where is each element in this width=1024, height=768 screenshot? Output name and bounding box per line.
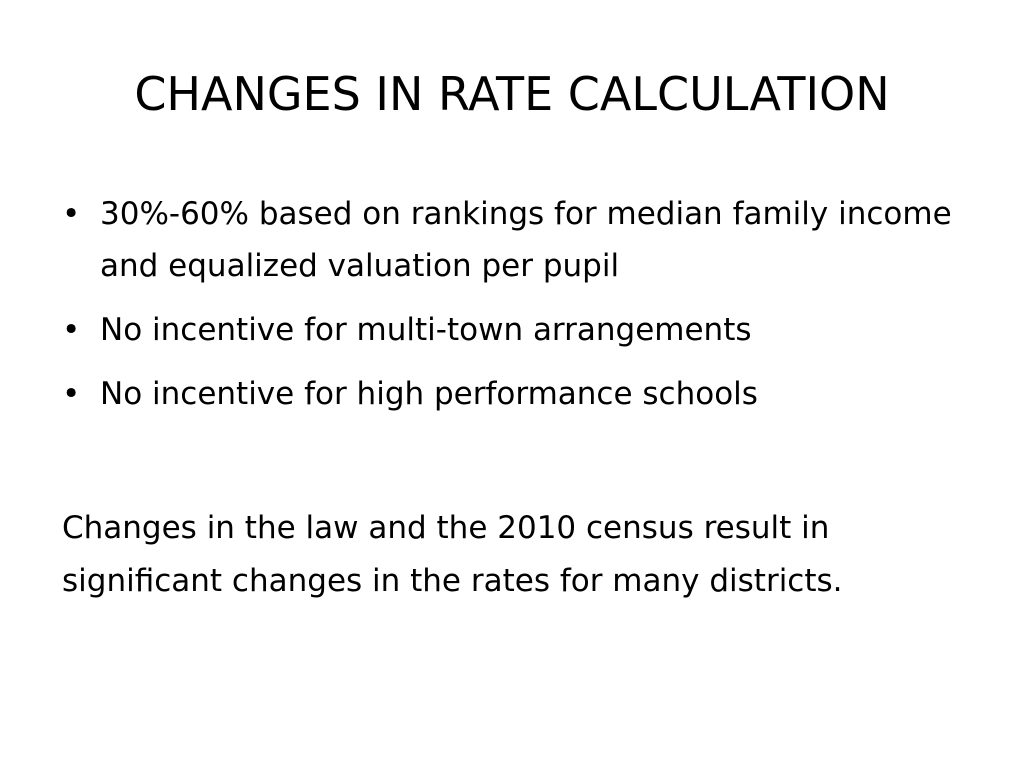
bullet-icon: • — [62, 312, 81, 348]
bullet-text: No incentive for multi-town arrangements — [100, 312, 752, 348]
body-paragraph: Changes in the law and the 2010 census result in significant changes in the rates for many districts. — [62, 510, 843, 599]
list-item — [62, 368, 982, 420]
bullet-text: No incentive for high performance schools — [100, 376, 758, 412]
list-item — [62, 188, 982, 292]
bullet-list — [62, 188, 982, 432]
bullet-icon: • — [62, 376, 81, 412]
list-item — [62, 304, 982, 356]
bullet-text: 30%-60% based on rankings for median family income and equalized valuation per pupil — [100, 196, 952, 284]
slide-title: CHANGES IN RATE CALCULATION — [134, 67, 890, 121]
bullet-icon: • — [62, 196, 81, 232]
